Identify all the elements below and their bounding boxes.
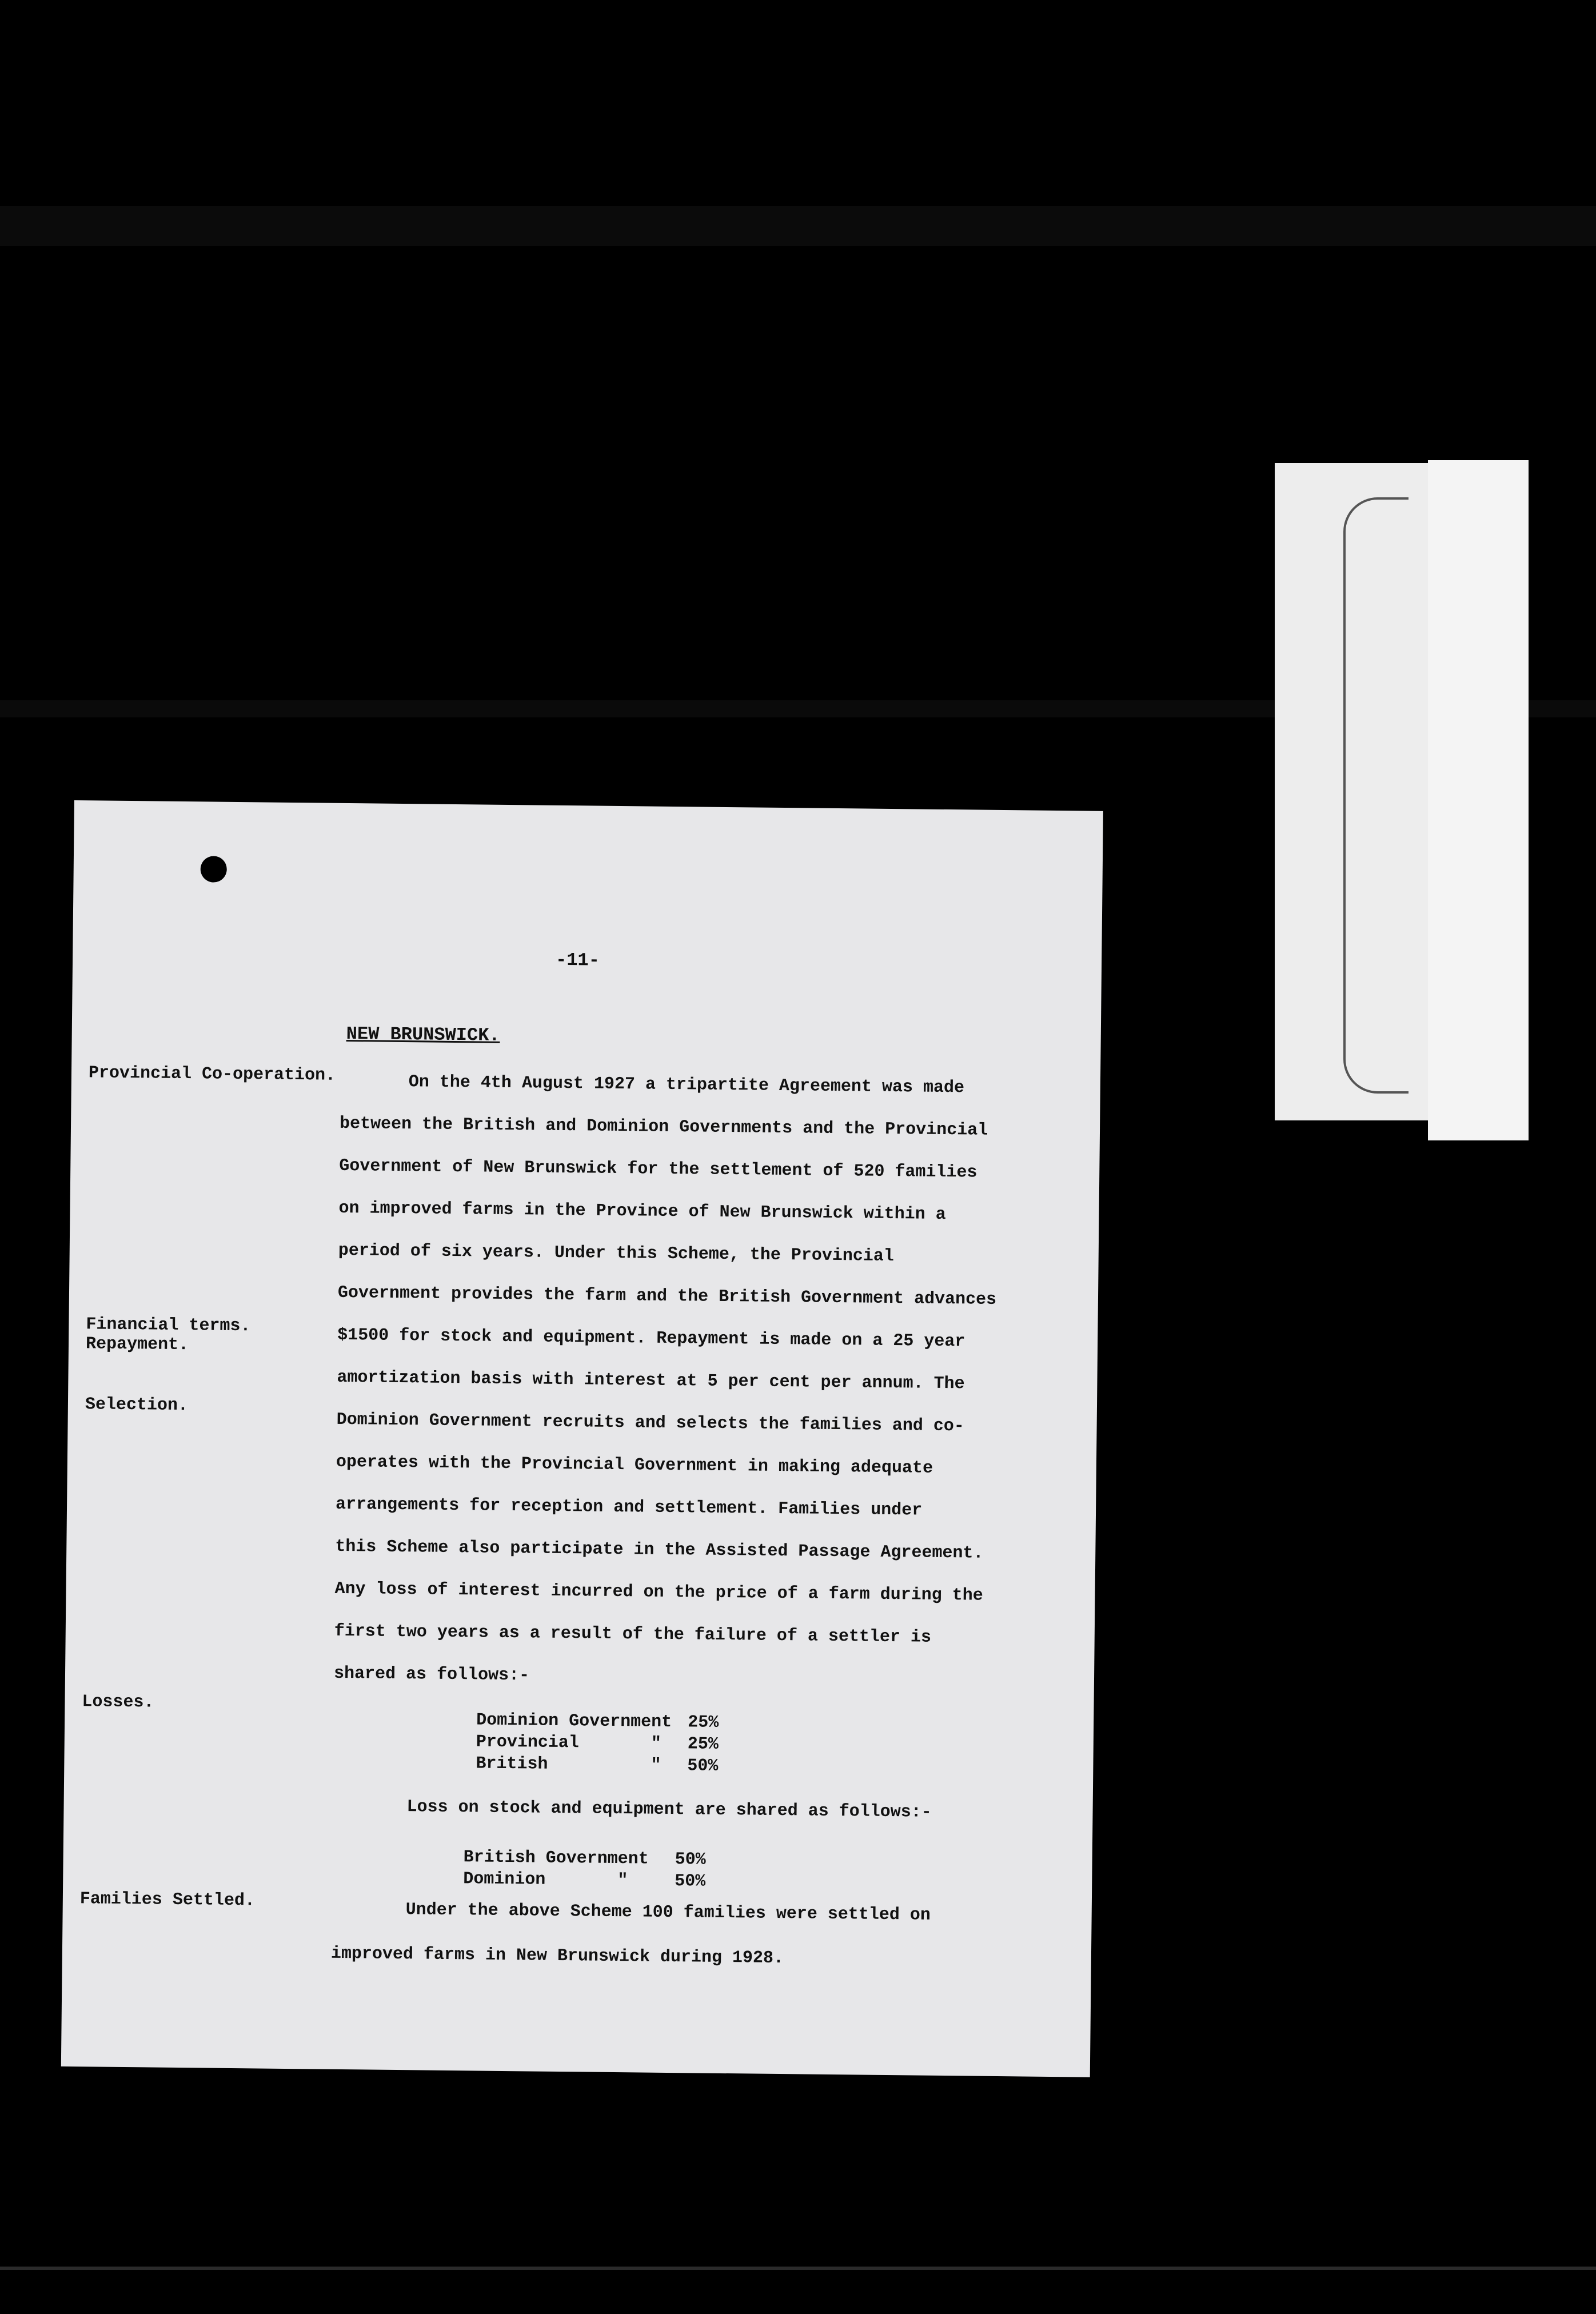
share-value: 50% [687,1756,719,1776]
text-line: between the British and Dominion Governments and the Provincial [339,1114,988,1140]
families-paragraph [330,1900,1075,1997]
text-line: operates with the Provincial Government in making adequate [336,1452,933,1478]
table-row [463,1869,705,1893]
text-line: first two years as a result of the failure of a settler is [334,1621,932,1647]
text-line: Government provides the farm and the British Government advances [337,1283,997,1310]
text-line: shared as follows:- [333,1663,530,1686]
share-party: Provincial " [476,1732,662,1754]
institution-name-en: National Archives of Canada [0,103,325,130]
punch-hole [201,856,227,882]
text-line: Any loss of interest incurred on the price of a farm during the [334,1579,983,1606]
text-line: period of six years. Under this Scheme, the Provincial [338,1240,895,1267]
document-page [61,800,1103,2077]
text-line: improved farms in New Brunswick during 1928. [330,1944,784,1969]
table-row [476,1754,718,1778]
share-party: British " [476,1754,661,1776]
margin-note-financial: Financial terms. Repayment. [85,1315,251,1355]
archive-file-label [1275,463,1433,1120]
share-party: Dominion Government [476,1710,672,1733]
table-row [463,1848,705,1872]
margin-note-provincial: Provincial Co-operation. [88,1063,336,1086]
text-line: amortization basis with interest at 5 per cent per annum. The [337,1367,965,1394]
share-value: 25% [687,1713,719,1733]
file-title: Immigration (Part A) [0,19,206,39]
reel-number: 7.3 [0,78,32,103]
text-line: On the 4th August 1927 a tripartite Agreement was made [408,1072,965,1098]
institution-name-fr: Archives nationales du Canada [0,131,357,158]
body-text [333,1072,1066,1714]
page-number: -11- [555,949,600,971]
collection-reference: Woodsworth, James Shaver (MG 27 III C 7, vol. 7) [0,0,494,19]
share-value: 50% [675,1850,706,1870]
table-row [476,1732,719,1756]
film-edge [0,2267,1596,2270]
text-line: Under the above Scheme 100 families were settled on [405,1900,931,1925]
interest-share-table [476,1710,719,1778]
text-line: Dominion Government recruits and selects the families and co- [336,1410,964,1437]
margin-note-families: Families Settled. [79,1889,256,1911]
stock-loss-line: Loss on stock and equipment are shared as follows:- [406,1797,932,1822]
text-line: $1500 for stock and equipment. Repayment is made on a 25 year [337,1325,965,1352]
section-heading: NEW BRUNSWICK. [346,1023,500,1046]
stock-share-table [463,1848,706,1893]
share-party: Dominion " [463,1869,628,1891]
table-row [476,1710,719,1734]
share-party: British Government [463,1848,649,1869]
text-line: on improved farms in the Province of New Brunswick within a [338,1198,946,1225]
scan-band [0,206,1596,246]
text-line: this Scheme also participate in the Assisted Passage Agreement. [335,1537,984,1563]
text-line: arrangements for reception and settlement. Families under [335,1494,923,1521]
text-line: Government of New Brunswick for the settlement of 520 families [339,1156,977,1183]
share-value: 50% [675,1872,706,1892]
archive-name-label [1428,460,1529,1140]
margin-note-losses: Losses. [82,1692,154,1713]
share-value: 25% [687,1734,719,1754]
file-dates: [1926-1938] [0,39,114,58]
no-date-note: n.d., [0,58,52,78]
margin-note-selection: Selection. [85,1395,189,1416]
label-fold-line [1343,497,1409,1094]
